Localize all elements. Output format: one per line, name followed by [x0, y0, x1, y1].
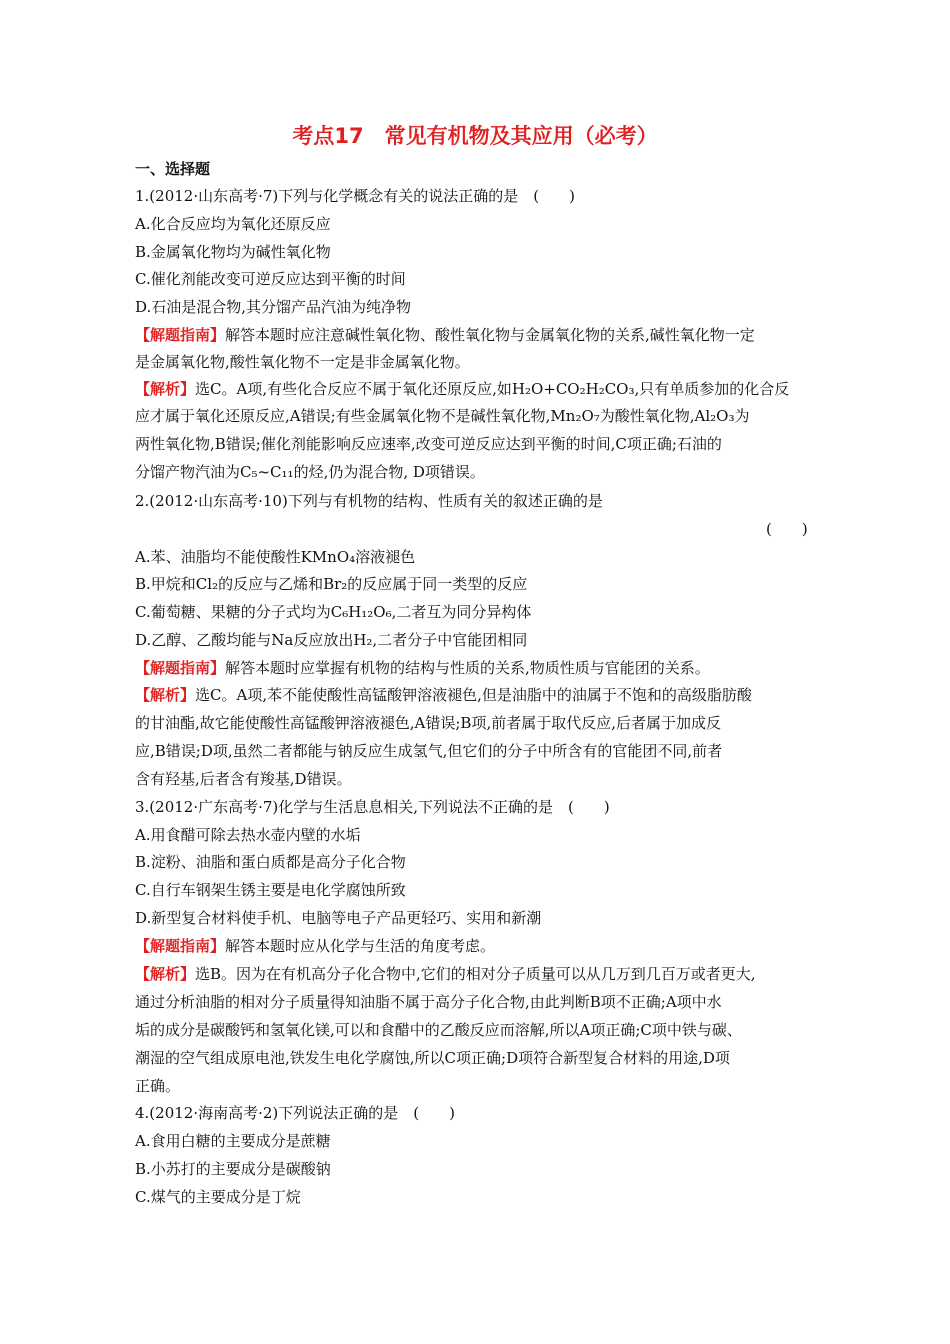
guide-tag: 【解题指南】: [135, 659, 226, 677]
analysis-tag: 【解析】: [135, 686, 196, 704]
q1-stem: 1.(2012·山东高考·7)下列与化学概念有关的说法正确的是 ( ): [135, 187, 575, 205]
q3-analysis-cont: 垢的成分是碳酸钙和氢氧化镁,可以和食醋中的乙酸反应而溶解,所以A项正确;C项中铁与碳、: [135, 1021, 742, 1039]
q1-guide-text: 解答本题时应注意碱性氧化物、酸性氧化物与金属氧化物的关系,碱性氧化物一定: [225, 326, 755, 344]
q1-analysis-cont: 应才属于氧化还原反应,A错误;有些金属氧化物不是碱性氧化物,Mn₂O₇为酸性氧化物,Al₂O₃为: [135, 407, 750, 425]
q2-guide: [135, 657, 835, 678]
q3-analysis-cont: 通过分析油脂的相对分子质量得知油脂不属于高分子化合物,由此判断B项不正确;A项中水: [135, 993, 722, 1011]
q1-option-d: D.石油是混合物,其分馏产品汽油为纯净物: [135, 298, 412, 316]
analysis-tag: 【解析】: [135, 380, 196, 398]
q3-stem: 3.(2012·广东高考·7)化学与生活息息相关,下列说法不正确的是 ( ): [135, 798, 610, 816]
q1-analysis: [135, 378, 835, 399]
q3-option-c: C.自行车钢架生锈主要是电化学腐蚀所致: [135, 881, 406, 899]
q1-guide-cont: 是金属氧化物,酸性氧化物不一定是非金属氧化物。: [135, 353, 470, 371]
q2-stem: 2.(2012·山东高考·10)下列与有机物的结构、性质有关的叙述正确的是: [135, 492, 603, 510]
guide-tag: 【解题指南】: [135, 937, 226, 955]
q3-option-a: A.用食醋可除去热水壶内壁的水垢: [135, 826, 361, 844]
q2-analysis-cont: 含有羟基,后者含有羧基,D错误。: [135, 770, 352, 788]
q3-analysis: [135, 963, 835, 984]
q3-option-b: B.淀粉、油脂和蛋白质都是高分子化合物: [135, 853, 406, 871]
q3-analysis-cont: 潮湿的空气组成原电池,铁发生电化学腐蚀,所以C项正确;D项符合新型复合材料的用途,D项: [135, 1049, 730, 1067]
q2-analysis: [135, 684, 835, 705]
analysis-tag: 【解析】: [135, 965, 196, 983]
q4-stem: 4.(2012·海南高考·2)下列说法正确的是 ( ): [135, 1104, 455, 1122]
q2-option-c: C.葡萄糖、果糖的分子式均为C₆H₁₂O₆,二者互为同分异构体: [135, 603, 532, 621]
q2-guide-text: 解答本题时应掌握有机物的结构与性质的关系,物质性质与官能团的关系。: [225, 659, 710, 677]
page-title: 考点17 常见有机物及其应用（必考）: [292, 124, 658, 148]
q3-analysis-text: 选B。因为在有机高分子化合物中,它们的相对分子质量可以从几万到几百万或者更大,: [195, 965, 756, 983]
q1-option-b: B.金属氧化物均为碱性氧化物: [135, 243, 331, 261]
section-heading: 一、选择题: [135, 160, 211, 178]
q2-analysis-cont: 的甘油酯,故它能使酸性高锰酸钾溶液褪色,A错误;B项,前者属于取代反应,后者属于加成反: [135, 714, 721, 732]
q1-analysis-text: 选C。A项,有些化合反应不属于氧化还原反应,如H₂O+CO₂H₂CO₃,只有单质参加的化合反: [195, 380, 790, 398]
q3-option-d: D.新型复合材料使手机、电脑等电子产品更轻巧、实用和新潮: [135, 909, 542, 927]
q4-option-b: B.小苏打的主要成分是碳酸钠: [135, 1160, 331, 1178]
q2-analysis-text: 选C。A项,苯不能使酸性高锰酸钾溶液褪色,但是油脂中的油属于不饱和的高级脂肪酸: [195, 686, 752, 704]
q3-guide-text: 解答本题时应从化学与生活的角度考虑。: [225, 937, 496, 955]
q4-option-a: A.食用白糖的主要成分是蔗糖: [135, 1132, 331, 1150]
q3-analysis-cont: 正确。: [135, 1077, 181, 1095]
q1-analysis-cont: 分馏产物汽油为C₅~C₁₁的烃,仍为混合物, D项错误。: [135, 463, 485, 481]
guide-tag: 【解题指南】: [135, 326, 226, 344]
q2-option-a: A.苯、油脂均不能使酸性KMnO₄溶液褪色: [135, 548, 416, 566]
q2-analysis-cont: 应,B错误;D项,虽然二者都能与钠反应生成氢气,但它们的分子中所含有的官能团不同,前者: [135, 742, 723, 760]
q1-option-c: C.催化剂能改变可逆反应达到平衡的时间: [135, 270, 406, 288]
q3-guide: [135, 935, 835, 956]
q4-option-c: C.煤气的主要成分是丁烷: [135, 1188, 301, 1206]
q2-option-b: B.甲烷和Cl₂的反应与乙烯和Br₂的反应属于同一类型的反应: [135, 575, 528, 593]
q1-guide: [135, 324, 835, 345]
q1-analysis-cont: 两性氧化物,B错误;催化剂能影响反应速率,改变可逆反应达到平衡的时间,C项正确;石油的: [135, 435, 722, 453]
q2-answer-paren: ( ): [766, 520, 808, 538]
q2-option-d: D.乙醇、乙酸均能与Na反应放出H₂,二者分子中官能团相同: [135, 631, 528, 649]
q1-option-a: A.化合反应均为氧化还原反应: [135, 215, 331, 233]
